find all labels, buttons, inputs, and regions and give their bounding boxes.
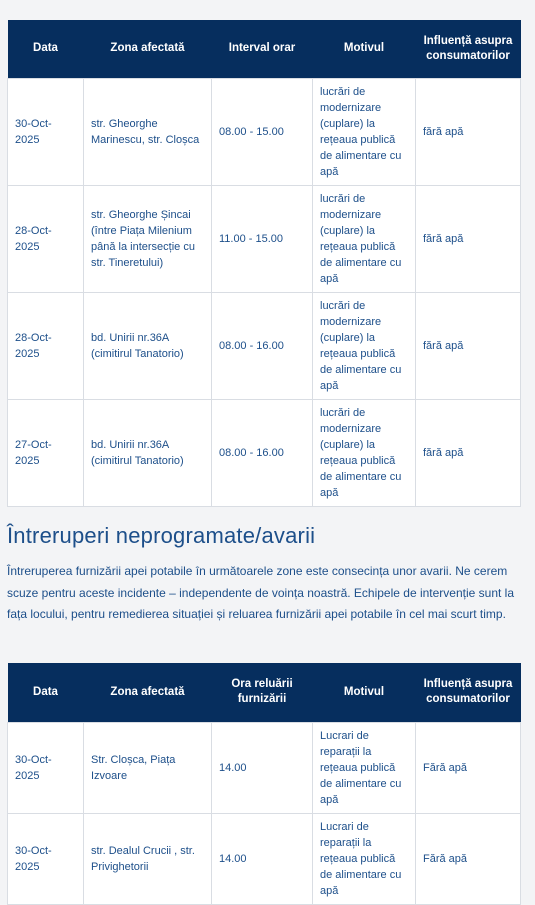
- cell-zone: bd. Unirii nr.36A (cimitirul Tanatorio): [84, 292, 212, 399]
- header-impact: Influență asupra consumatorilor: [416, 20, 521, 78]
- header-impact: Influență asupra consumatorilor: [416, 663, 521, 722]
- unplanned-interruptions-table: [7, 663, 521, 905]
- cell-date: 27-Oct-2025: [8, 399, 84, 506]
- cell-zone: bd. Unirii nr.36A (cimitirul Tanatorio): [84, 399, 212, 506]
- section-description: Întreruperea furnizării apei potabile în următoarele zone este consecința unor avarii. Ne cerem scuze pentru aceste incidente – independente de voința noastră. Echipele de intervenție sunt la fața locului, pentru remedierea situației și reluarea furnizării apei potabile în cel mai scurt timp.: [7, 564, 515, 621]
- cell-impact: fără apă: [416, 399, 521, 506]
- cell-impact: fără apă: [416, 78, 521, 185]
- cell-date: 28-Oct-2025: [8, 185, 84, 292]
- cell-date: 28-Oct-2025: [8, 292, 84, 399]
- table-row: [8, 185, 521, 292]
- table-row: [8, 78, 521, 185]
- cell-resume-time: 14.00: [212, 722, 313, 813]
- table-row: [8, 722, 521, 813]
- cell-reason: lucrări de modernizare (cuplare) la rețeaua publică de alimentare cu apă: [313, 292, 416, 399]
- header-interval: Interval orar: [212, 20, 313, 78]
- cell-interval: 11.00 - 15.00: [212, 185, 313, 292]
- cell-reason: lucrări de modernizare (cuplare) la rețeaua publică de alimentare cu apă: [313, 78, 416, 185]
- cell-date: 30-Oct-2025: [8, 813, 84, 904]
- table-row: [8, 292, 521, 399]
- header-zone: Zona afectată: [84, 663, 212, 722]
- table-row: [8, 399, 521, 506]
- planned-interruptions-table: [7, 20, 521, 507]
- table-header-row: [8, 20, 521, 78]
- header-date: Data: [8, 663, 84, 722]
- header-reason: Motivul: [313, 663, 416, 722]
- cell-zone: str. Dealul Crucii , str. Privighetorii: [84, 813, 212, 904]
- cell-zone: str. Gheorghe Șincai (între Piața Milenium până la intersecție cu str. Tineretului): [84, 185, 212, 292]
- cell-reason: lucrări de modernizare (cuplare) la rețeaua publică de alimentare cu apă: [313, 399, 416, 506]
- cell-interval: 08.00 - 15.00: [212, 78, 313, 185]
- header-zone: Zona afectată: [84, 20, 212, 78]
- header-resume-time: Ora reluării furnizării: [212, 663, 313, 722]
- header-reason: Motivul: [313, 20, 416, 78]
- cell-reason: lucrări de modernizare (cuplare) la rețeaua publică de alimentare cu apă: [313, 185, 416, 292]
- cell-date: 30-Oct-2025: [8, 722, 84, 813]
- table-header-row: [8, 663, 521, 722]
- cell-reason: Lucrari de reparații la rețeaua publică de alimentare cu apă: [313, 813, 416, 904]
- cell-resume-time: 14.00: [212, 813, 313, 904]
- cell-zone: str. Gheorghe Marinescu, str. Cloșca: [84, 78, 212, 185]
- cell-impact: Fără apă: [416, 722, 521, 813]
- cell-zone: Str. Cloșca, Piața Izvoare: [84, 722, 212, 813]
- cell-reason: Lucrari de reparații la rețeaua publică de alimentare cu apă: [313, 722, 416, 813]
- cell-interval: 08.00 - 16.00: [212, 399, 313, 506]
- cell-interval: 08.00 - 16.00: [212, 292, 313, 399]
- section-title: Întreruperi neprogramate/avarii: [7, 523, 316, 548]
- cell-impact: Fără apă: [416, 813, 521, 904]
- header-date: Data: [8, 20, 84, 78]
- table-row: [8, 813, 521, 904]
- cell-impact: fără apă: [416, 185, 521, 292]
- cell-impact: fără apă: [416, 292, 521, 399]
- cell-date: 30-Oct-2025: [8, 78, 84, 185]
